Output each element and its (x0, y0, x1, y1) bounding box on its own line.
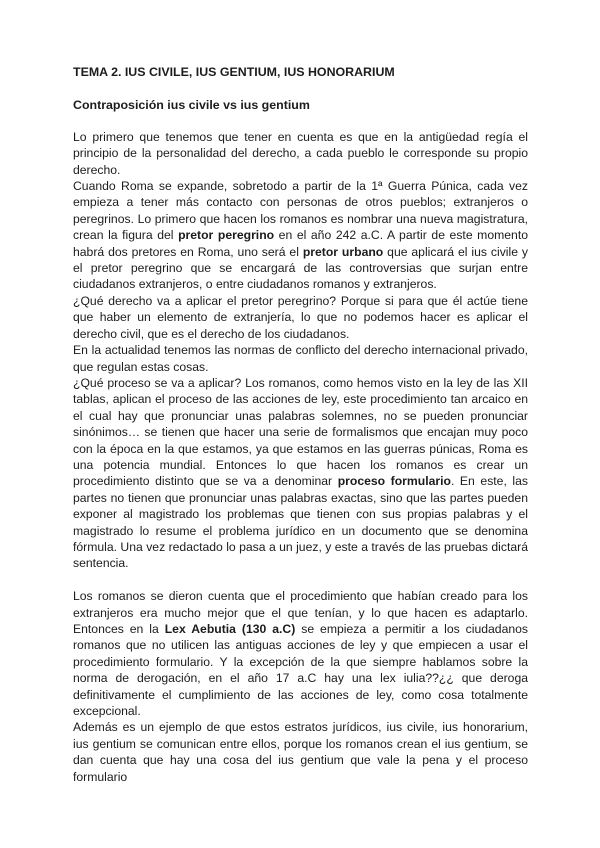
paragraph-text: que aplicará el ius civile y el pretor peregrino que se encargará de las controversias que surjan entre ciudadanos extranjeros, o entre ciudadanos romanos y extranjeros. (73, 244, 528, 292)
bold-term-lex-aebutia: Lex Aebutia (130 a.C) (164, 621, 296, 636)
paragraph-text: en el año 242 a.C. A partir de este momento habrá dos pretores en Roma, uno será el (73, 228, 528, 259)
document-page (73, 64, 528, 785)
paragraph-text: ¿Qué proceso se va a aplicar? Los romanos, como hemos visto en la ley de las XII tablas, aplican el proceso de las acciones de ley, este procedimiento tan arcaico en el cual hay que pronunciar unas palabras solemnes, no se pueden pronunciar sinónimos… se tienen que hacer una serie de formalismos que encajan muy poco con la época en la que estamos, ya que estamos en las guerras púnicas, Roma es una potencia mundial. Entonces lo que hacen los romanos es crear un procedimiento distinto que se va a denominar (73, 375, 528, 489)
paragraph-text: se empieza a permitir a los ciudadanos romanos que no utilicen las antiguas acciones de ley y que empiecen a usar el procedimiento formulario. Y la excepción de la que siempre hablamos sobre la norma de derogación, en el año 17 a.C hay una lex iulia??¿¿ que deroga definitivamente el cumplimiento de las acciones de ley, como cosa totalmente excepcional. (73, 621, 528, 719)
section-heading: Contraposición ius civile vs ius gentium (73, 98, 310, 113)
paragraph-derecho-aplicable (73, 293, 528, 342)
paragraph-text: Cuando Roma se expande, sobretodo a partir de la 1ª Guerra Púnica, cada vez empieza a tener más contacto con personas de otros pueblos; extranjeros o peregrinos. Lo primero que hacen los romanos es nombrar una nueva magistratura, crean la figura del (73, 179, 528, 243)
paragraph-personalidad (73, 129, 528, 178)
paragraph-expansion (73, 178, 528, 293)
paragraph-actualidad (73, 342, 528, 375)
paragraph-text: En la actualidad tenemos las normas de conflicto del derecho internacional privado, que regulan estas cosas. (73, 343, 528, 374)
bold-term-pretor-urbano: pretor urbano (302, 244, 384, 259)
document-title: TEMA 2. IUS CIVILE, IUS GENTIUM, IUS HONORARIUM (73, 65, 395, 79)
paragraph-text: . En este, las partes no tienen que pronunciar unas palabras exactas, sino que las partes pueden exponer al magistrado los problemas que tienen con sus propias palabras y el magistrado lo resume el problema jurídico en un documento que se denomina fórmula. Una vez redactado lo pasa a un juez, y este a través de las pruebas dictará sentencia. (73, 474, 528, 571)
paragraph-text: ¿Qué derecho va a aplicar el pretor peregrino? Porque si para que él actúe tiene que haber un elemento de extranjería, lo que no podemos hacer es aplicar el derecho civil, que es el derecho de los ciudadanos. (73, 293, 528, 341)
paragraph-estratos (73, 719, 528, 785)
paragraph-proceso (73, 375, 528, 572)
paragraph-text: Además es un ejemplo de que estos estratos jurídicos, ius civile, ius honorarium, ius gentium se comunican entre ellos, porque los romanos crean el ius gentium, se dan cuenta que hay una cosa del ius gentium que vale la pena y el proceso formulario (73, 720, 528, 784)
paragraph-text: Los romanos se dieron cuenta que el procedimiento que habían creado para los extranjeros era mucho mejor que el que tenían, y lo que hacen es adaptarlo. Entonces en la (73, 589, 528, 636)
bold-term-pretor-peregrino: pretor peregrino (178, 228, 275, 243)
paragraph-gap (73, 572, 528, 588)
paragraph-lex-aebutia (73, 588, 528, 719)
paragraph-text: Lo primero que tenemos que tener en cuenta es que en la antigüedad regía el principio de la personalidad del derecho, a cada pueblo le corresponde su propio derecho. (73, 129, 528, 177)
bold-term-proceso-formulario: proceso formulario (337, 474, 451, 489)
